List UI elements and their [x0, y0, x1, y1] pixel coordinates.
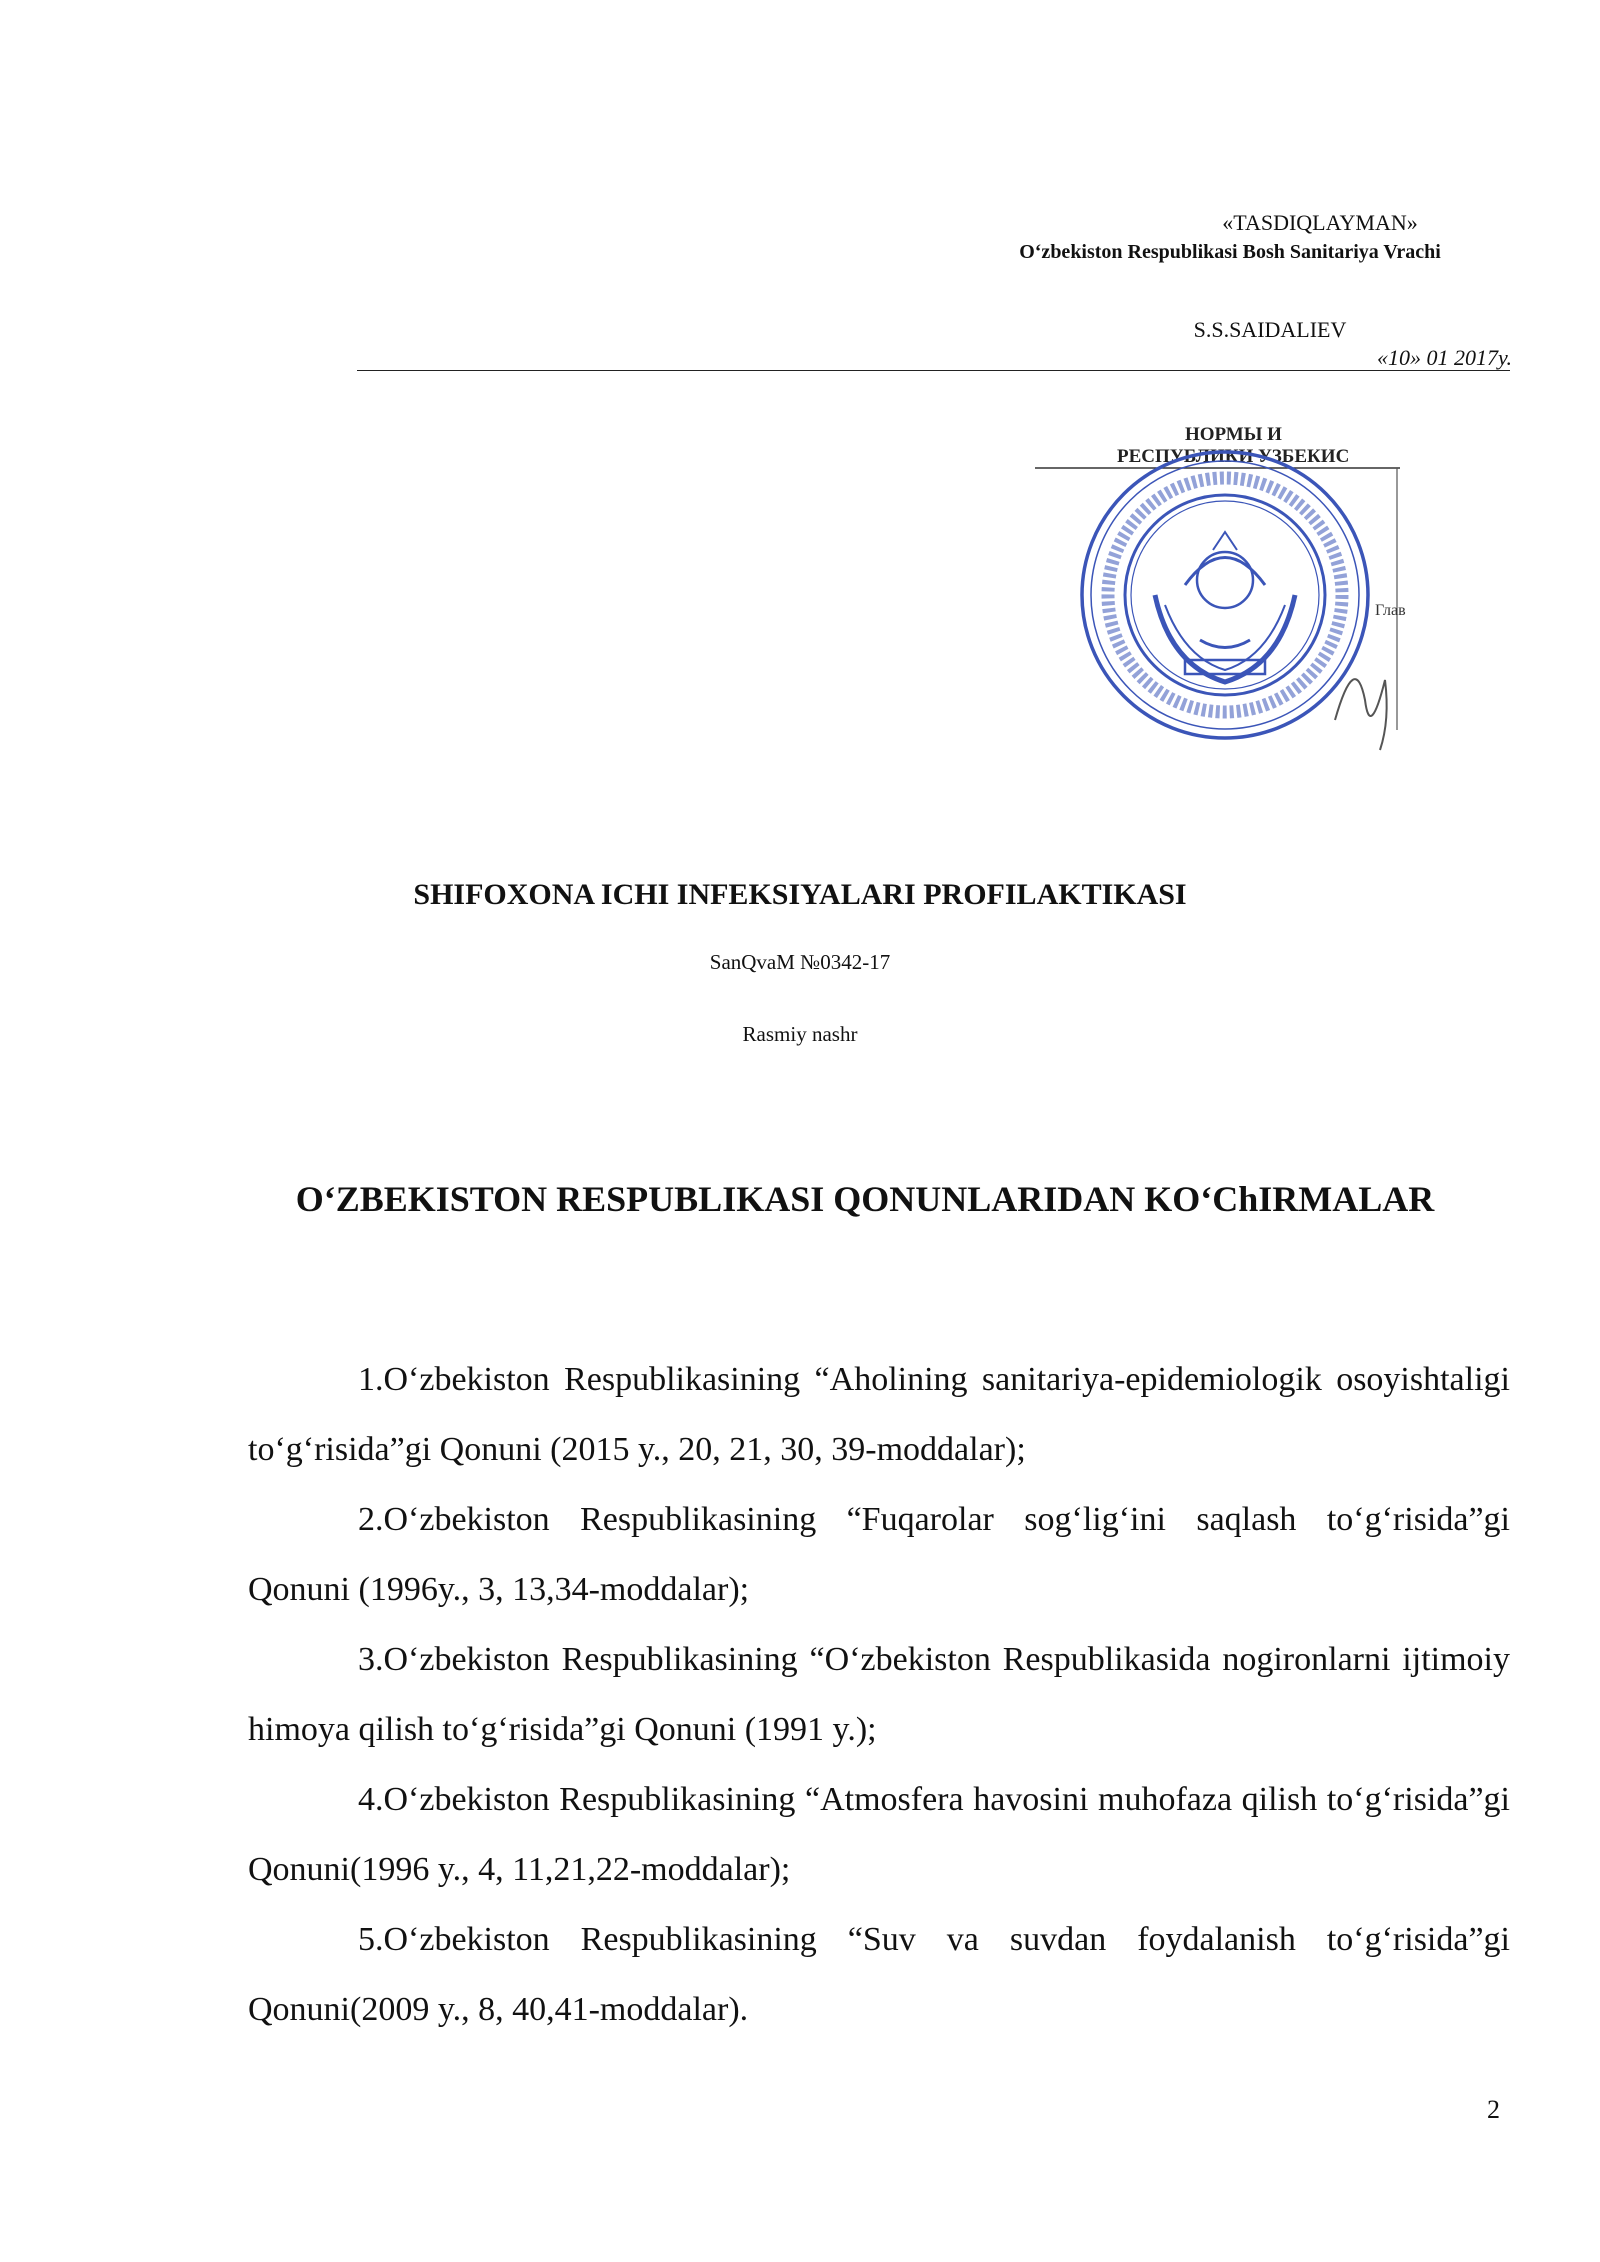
law-item: [248, 1905, 1510, 2045]
approval-position: O‘zbekiston Respublikasi Bosh Sanitariya Vrachi: [1019, 241, 1441, 263]
stamp-seal: [1082, 452, 1368, 738]
law-item: [248, 1625, 1510, 1765]
document-code: SanQvaM №0342-17: [709, 950, 891, 974]
law-text: O‘zbekiston Respublikasining “Suv va suvdan foydalanish to‘g‘risida”gi Qonuni(2009 y., 8, 40,41-moddalar).: [248, 1921, 1510, 2028]
law-number: 3.: [358, 1641, 384, 1678]
law-text: O‘zbekiston Respublikasining “Fuqarolar sog‘lig‘ini saqlash to‘g‘risida”gi Qonuni (1996y., 3, 13,34-moddalar);: [248, 1501, 1510, 1608]
approval-date: «10» 01 2017y.: [1376, 345, 1512, 370]
law-item: [248, 1485, 1510, 1625]
signature-line: [357, 370, 1510, 371]
law-item: [248, 1345, 1510, 1485]
approval-name: S.S.SAIDALIEV: [1193, 317, 1347, 342]
law-number: 4.: [358, 1781, 384, 1818]
stamp-side-text: Глав: [1375, 602, 1406, 619]
stamp-top-text-2: РЕСПУБЛИКИ УЗБЕКИС: [1117, 446, 1350, 467]
page-number: 2: [1487, 2095, 1500, 2124]
law-item: [248, 1765, 1510, 1905]
law-number: 1.: [358, 1361, 384, 1398]
official-stamp: [1035, 420, 1415, 780]
law-text: O‘zbekiston Respublikasining “Aholining sanitariya-epidemiologik osoyishtaligi to‘g‘risida”gi Qonuni (2015 y., 20, 21, 30, 39-moddalar);: [248, 1361, 1510, 1468]
stamp-top-text-1: НОРМЫ И: [1185, 424, 1282, 445]
law-number: 5.: [358, 1921, 384, 1958]
document-title: SHIFOXONA ICHI INFEKSIYALARI PROFILAKTIKASI: [413, 878, 1187, 911]
section-title: O‘ZBEKISTON RESPUBLIKASI QONUNLARIDAN KO‘ChIRMALAR: [295, 1179, 1435, 1219]
law-text: O‘zbekiston Respublikasining “O‘zbekiston Respublikasida nogironlarni ijtimoiy himoya qilish to‘g‘risida”gi Qonuni (1991 y.);: [248, 1641, 1510, 1748]
approval-title: «TASDIQLAYMAN»: [1222, 210, 1418, 235]
document-edition: Rasmiy nashr: [742, 1022, 858, 1046]
law-number: 2.: [358, 1501, 384, 1538]
law-text: O‘zbekiston Respublikasining “Atmosfera havosini muhofaza qilish to‘g‘risida”gi Qonuni(1996 y., 4, 11,21,22-moddalar);: [248, 1781, 1510, 1888]
law-list: [248, 1345, 1510, 2045]
signature-scribble: [1335, 679, 1387, 750]
